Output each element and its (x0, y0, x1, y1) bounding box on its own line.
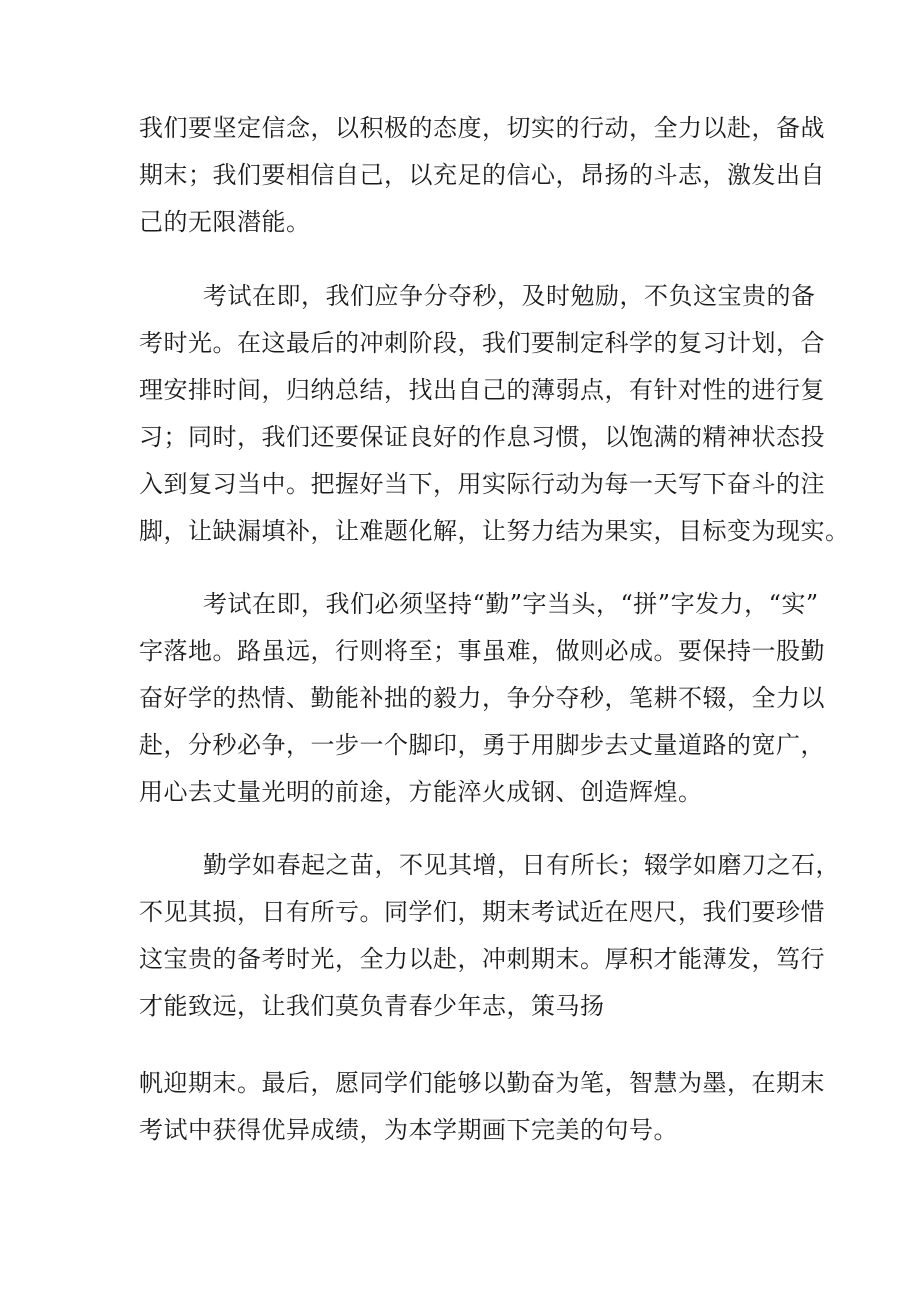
paragraph-3-line-3: 奋好学的热情、勤能补拙的毅力，争分夺秒，笔耕不辍，全力以 (139, 684, 825, 712)
paragraph-4-line-4: 才能致远，让我们莫负青春少年志，策马扬 (139, 992, 605, 1020)
paragraph-5-line-2: 考试中获得优异成绩，为本学期画下完美的句号。 (139, 1116, 678, 1144)
paragraph-2-line-4: 习；同时，我们还要保证良好的作息习惯，以饱满的精神状态投 (139, 423, 825, 451)
paragraph-3-line-5: 用心去丈量光明的前途，方能淬火成钢、创造辉煌。 (139, 778, 703, 806)
paragraph-4-line-1: 勤学如春起之苗，不见其增，日有所长；辍学如磨刀之石， (203, 851, 840, 879)
paragraph-3-line-2: 字落地。路虽远，行则将至；事虽难，做则必成。要保持一股勤 (139, 637, 825, 665)
paragraph-4-line-2: 不见其损，日有所亏。同学们，期末考试近在咫尺，我们要珍惜 (139, 898, 825, 926)
paragraph-2-line-5: 入到复习当中。把握好当下，用实际行动为每一天写下奋斗的注 (139, 470, 825, 498)
paragraph-3-line-4: 赴，分秒必争，一步一个脚印，勇于用脚步去丈量道路的宽广， (139, 731, 825, 759)
paragraph-2-line-3: 理安排时间，归纳总结，找出自己的薄弱点，有针对性的进行复 (139, 376, 825, 404)
paragraph-3-line-1: 考试在即，我们必须坚持“勤”字当头，“拼”字发力，“实” (203, 590, 819, 618)
paragraph-1-line-1: 我们要坚定信念，以积极的态度，切实的行动，全力以赴，备战 (139, 114, 825, 142)
paragraph-2-line-2: 考时光。在这最后的冲刺阶段，我们要制定科学的复习计划，合 (139, 329, 825, 357)
paragraph-4-line-3: 这宝贵的备考时光，全力以赴，冲刺期末。厚积才能薄发，笃行 (139, 945, 825, 973)
paragraph-1-line-3: 己的无限潜能。 (139, 208, 311, 236)
paragraph-2-line-1: 考试在即，我们应争分夺秒，及时勉励，不负这宝贵的备 (203, 282, 816, 310)
paragraph-5-line-1: 帆迎期末。最后，愿同学们能够以勤奋为笔，智慧为墨，在期末 (139, 1069, 825, 1097)
paragraph-2-line-6: 脚，让缺漏填补，让难题化解，让努力结为果实，目标变为现实。 (139, 517, 850, 545)
paragraph-1-line-2: 期末；我们要相信自己，以充足的信心，昂扬的斗志，激发出自 (139, 161, 825, 189)
